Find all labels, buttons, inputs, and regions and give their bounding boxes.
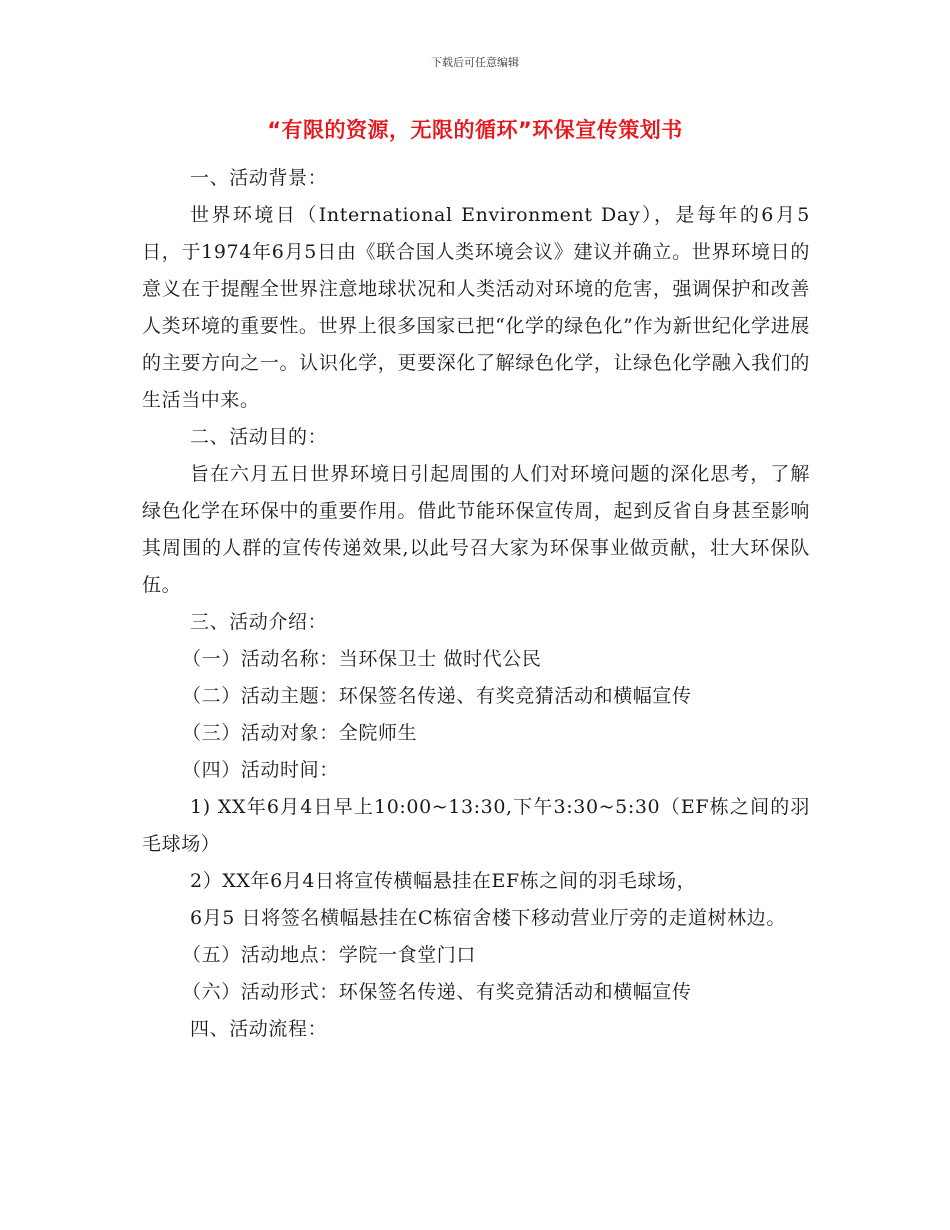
- paragraph: （五）活动地点：学院一食堂门口: [182, 944, 477, 966]
- paragraph: （四）活动时间：: [182, 759, 339, 781]
- document-title: “有限的资源，无限的循环”环保宣传策划书: [267, 118, 683, 142]
- paragraph: 三、活动介绍：: [190, 611, 328, 633]
- paragraph: 旨在六月五日世界环境日引起周围的人们对环境问题的深化思考，了解绿色化学在环保中的重要作用。借此节能环保宣传周，起到反省自身甚至影响其周围的人群的宣传传递效果,以此号召大家为环保事业做贡献，壮大环保队伍。: [142, 463, 810, 596]
- paragraph: 世界环境日（International Environment Day），是每年的6月5日，于1974年6月5日由《联合国人类环境会议》建议并确立。世界环境日的意义在于提醒全世界注意地球状况和人类活动对环境的危害，强调保护和改善人类环境的重要性。世界上很多国家已把“化学的绿色化”作为新世纪化学进展的主要方向之一。认识化学，更要深化了解绿色化学，让绿色化学融入我们的生活当中来。: [142, 204, 810, 411]
- document-body: [142, 160, 810, 1048]
- paragraph: （六）活动形式：环保签名传递、有奖竞猜活动和横幅宣传: [182, 981, 692, 1003]
- header-note: 下载后可任意编辑: [431, 56, 519, 69]
- paragraph: （三）活动对象：全院师生: [182, 722, 418, 744]
- paragraph: 1) XX年6月4日早上10:00~13:30,下午3:30~5:30（EF栋之间的羽毛球场）: [142, 796, 810, 855]
- paragraph: 一、活动背景：: [190, 167, 328, 189]
- paragraph: 2）XX年6月4日将宣传横幅悬挂在EF栋之间的羽毛球场，: [190, 870, 697, 892]
- paragraph: （二）活动主题：环保签名传递、有奖竞猜活动和横幅宣传: [182, 685, 692, 707]
- paragraph: 二、活动目的：: [190, 426, 328, 448]
- paragraph: 6月5 日将签名横幅悬挂在C栋宿舍楼下移动营业厅旁的走道树林边。: [190, 907, 786, 929]
- paragraph: 四、活动流程：: [190, 1018, 328, 1040]
- paragraph: （一）活动名称：当环保卫士 做时代公民: [182, 648, 542, 670]
